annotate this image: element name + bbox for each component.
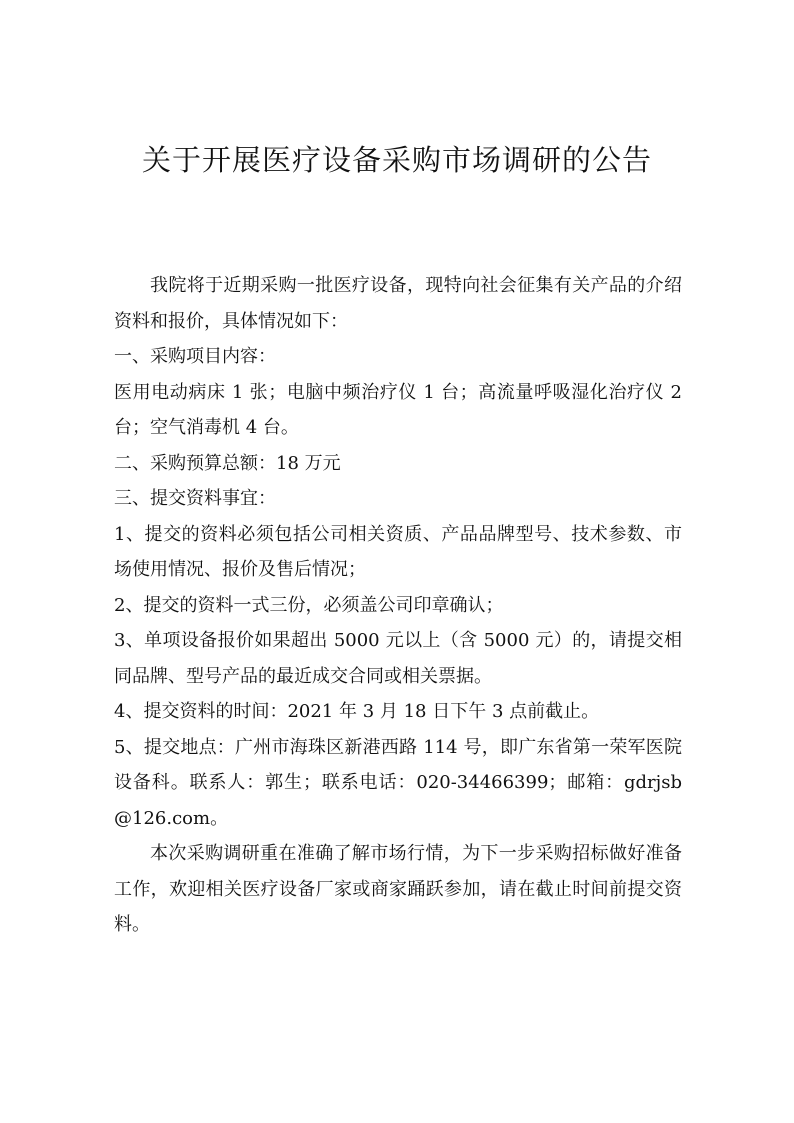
items-paragraph: 医用电动病床 1 张；电脑中频治疗仪 1 台；高流量呼吸湿化治疗仪 2 台；空气消毒机 4 台。 xyxy=(114,381,682,438)
submission-item-4: 4、提交资料的时间：2021 年 3 月 18 日下午 3 点前截止。 xyxy=(114,701,600,722)
submission-item-2: 2、提交的资料一式三份，必须盖公司印章确认； xyxy=(114,594,504,616)
section-heading-items: 一、采购项目内容： xyxy=(114,346,276,367)
intro-paragraph: 我院将于近期采购一批医疗设备，现特向社会征集有关产品的介绍资料和报价，具体情况如下： xyxy=(114,275,682,332)
section-heading-budget: 二、采购预算总额：18 万元 xyxy=(114,452,341,474)
submission-item-1: 1、提交的资料必须包括公司相关资质、产品品牌型号、技术参数、市场使用情况、报价及售后情况； xyxy=(114,523,682,580)
document-body xyxy=(114,268,682,943)
document-title: 关于开展医疗设备采购市场调研的公告 xyxy=(141,143,652,177)
closing-paragraph: 本次采购调研重在准确了解市场行情，为下一步采购招标做好准备工作，欢迎相关医疗设备厂家或商家踊跃参加，请在截止时间前提交资料。 xyxy=(114,843,682,935)
section-heading-submission: 三、提交资料事宜： xyxy=(114,488,276,509)
submission-item-3: 3、单项设备报价如果超出 5000 元以上（含 5000 元）的，请提交相同品牌、型号产品的最近成交合同或相关票据。 xyxy=(114,630,682,687)
submission-item-5: 5、提交地点：广州市海珠区新港西路 114 号，即广东省第一荣军医院设备科。联系人：郭生；联系电话：020-34466399；邮箱：gdrjsb@126.com。 xyxy=(114,736,682,829)
